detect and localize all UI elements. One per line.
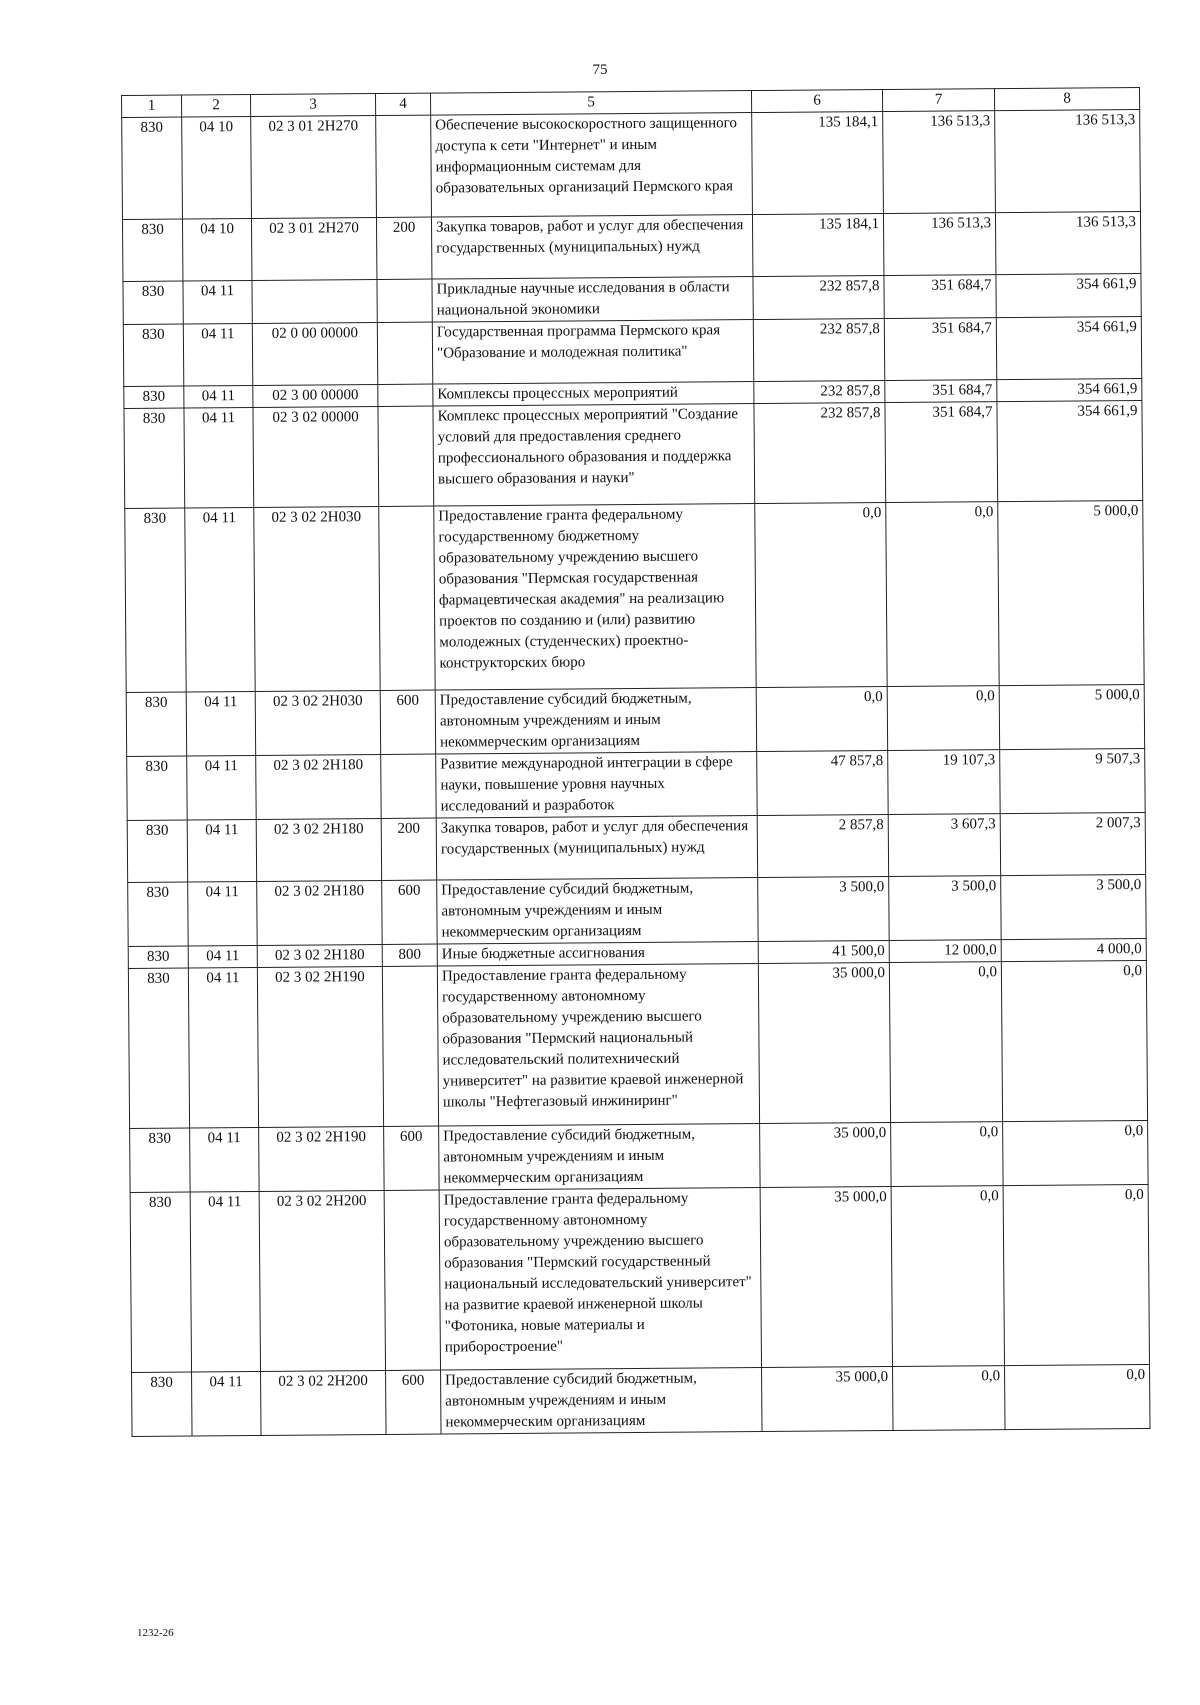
amount-col7-cell: 3 607,3	[888, 814, 1000, 877]
page-number: 75	[592, 62, 608, 78]
target-article-cell: 02 0 00 00000	[252, 322, 377, 385]
amount-col8-cell: 5 000,0	[999, 684, 1144, 749]
section-code-cell: 04 11	[188, 945, 257, 968]
description-cell: Предоставление субсидий бюджетным, автономным учреждениям и иным некоммерческим организациям	[439, 1124, 760, 1191]
amount-col7-cell: 351 684,7	[885, 380, 997, 403]
amount-col7-cell: 351 684,7	[884, 275, 996, 319]
amount-col8-cell: 136 513,3	[995, 211, 1140, 274]
target-article-cell: 02 3 00 00000	[253, 384, 378, 407]
section-code-cell: 04 11	[183, 280, 252, 324]
description-cell: Закупка товаров, работ и услуг для обеспечения государственных (муниципальных) нужд	[436, 816, 757, 881]
column-header: 5	[430, 91, 751, 116]
amount-col6-cell: 232 857,8	[753, 319, 884, 382]
amount-col7-cell: 0,0	[889, 962, 1002, 1123]
department-code-cell: 830	[127, 820, 187, 882]
amount-col7-cell: 136 513,3	[883, 213, 995, 276]
section-code-cell: 04 11	[188, 967, 258, 1128]
target-article-cell: 02 3 01 2Н270	[251, 116, 377, 219]
section-code-cell: 04 11	[183, 323, 252, 386]
section-code-cell: 04 11	[184, 407, 254, 508]
amount-col7-cell: 3 500,0	[889, 876, 1001, 941]
amount-col8-cell: 0,0	[1003, 1120, 1148, 1185]
description-cell: Предоставление гранта федеральному государственному автономному образовательному учреждению высшего образования "Пермский государственный национальный исследовательский университет" на развитие краевой инженерной школы "Фотоника, новые материалы и приборостроение"	[439, 1188, 761, 1371]
section-code-cell: 04 11	[187, 819, 256, 882]
target-article-cell: 02 3 02 00000	[253, 406, 379, 507]
amount-col6-cell: 35 000,0	[758, 962, 890, 1123]
target-article-cell: 02 3 02 2Н200	[261, 1370, 386, 1435]
table-row	[130, 1120, 1148, 1192]
amount-col7-cell: 0,0	[886, 502, 999, 687]
expense-type-cell	[377, 322, 432, 384]
description-cell: Обеспечение высокоскоростного защищенного доступа к сети "Интернет" и иным информационным системам для образовательных организаций Пермского края	[431, 113, 753, 218]
expense-type-cell	[377, 279, 432, 322]
department-code-cell: 830	[128, 968, 189, 1128]
table-row	[130, 1184, 1149, 1372]
amount-col8-cell: 0,0	[1001, 960, 1147, 1121]
document-code: 1232-26	[137, 1627, 174, 1639]
department-code-cell: 830	[124, 408, 185, 508]
amount-col7-cell: 0,0	[891, 1186, 1004, 1367]
amount-col8-cell: 354 661,9	[997, 378, 1142, 401]
table-row	[128, 874, 1146, 946]
target-article-cell: 02 3 02 2Н030	[254, 506, 380, 691]
section-code-cell: 04 11	[186, 691, 256, 756]
section-code-cell: 04 10	[182, 116, 252, 219]
amount-col6-cell: 41 500,0	[758, 940, 889, 963]
budget-table	[121, 87, 1151, 1437]
description-cell: Предоставление субсидий бюджетным, автономным учреждениям и иным некоммерческим организациям	[435, 688, 756, 755]
amount-col6-cell: 47 857,8	[757, 750, 888, 815]
amount-col8-cell: 136 513,3	[995, 110, 1141, 213]
amount-col7-cell: 19 107,3	[888, 750, 1000, 815]
target-article-cell	[252, 279, 377, 323]
amount-col6-cell: 35 000,0	[760, 1186, 892, 1367]
expense-type-cell: 600	[386, 1370, 442, 1434]
department-code-cell: 830	[123, 324, 183, 386]
amount-col8-cell: 354 661,9	[996, 316, 1141, 379]
section-code-cell: 04 10	[182, 218, 251, 281]
department-code-cell: 830	[122, 219, 182, 281]
amount-col6-cell: 0,0	[756, 687, 887, 752]
department-code-cell: 830	[132, 1372, 193, 1436]
amount-col8-cell: 9 507,3	[1000, 748, 1145, 813]
department-code-cell: 830	[123, 281, 183, 324]
amount-col6-cell: 2 857,8	[757, 814, 888, 877]
expense-type-cell: 600	[382, 880, 438, 944]
amount-col8-cell: 2 007,3	[1000, 812, 1145, 875]
expense-type-cell	[376, 115, 432, 217]
table-row	[126, 684, 1144, 756]
expense-type-cell	[379, 506, 435, 690]
target-article-cell: 02 3 02 2Н180	[256, 754, 381, 819]
expense-type-cell	[378, 406, 434, 506]
department-code-cell: 830	[124, 386, 184, 408]
expense-type-cell	[381, 754, 437, 818]
description-cell: Прикладные научные исследования в области национальной экономики	[432, 277, 753, 323]
description-cell: Предоставление гранта федеральному государственному автономному образовательному учреждению высшего образования "Пермский национальный исследовательский политехнический университет" на развитие краевой инженерной школы "Нефтегазовый инжиниринг"	[437, 964, 759, 1127]
target-article-cell: 02 3 02 2Н190	[257, 966, 383, 1127]
expense-type-cell	[384, 1190, 440, 1370]
table-row	[122, 211, 1140, 281]
amount-col6-cell: 0,0	[755, 503, 887, 688]
expense-type-cell: 600	[380, 690, 436, 754]
amount-col7-cell: 351 684,7	[885, 402, 998, 503]
table-row	[122, 110, 1141, 220]
expense-type-cell: 600	[384, 1126, 440, 1190]
table-row	[128, 960, 1147, 1128]
amount-col8-cell: 354 661,9	[996, 273, 1141, 317]
amount-col8-cell: 0,0	[1005, 1364, 1150, 1429]
department-code-cell: 830	[130, 1192, 191, 1372]
column-header: 6	[751, 90, 882, 113]
department-code-cell: 830	[128, 882, 189, 946]
amount-col7-cell: 0,0	[891, 1122, 1003, 1187]
section-code-cell: 04 11	[184, 385, 253, 408]
section-code-cell: 04 11	[190, 1127, 260, 1192]
table-row	[127, 748, 1145, 820]
expense-type-cell: 200	[376, 217, 431, 279]
expense-type-cell: 200	[381, 818, 436, 880]
target-article-cell: 02 3 02 2Н200	[259, 1190, 385, 1371]
column-header: 8	[994, 88, 1139, 111]
amount-col7-cell: 0,0	[893, 1366, 1005, 1431]
table-row	[132, 1364, 1150, 1436]
target-article-cell: 02 3 02 2Н180	[257, 944, 382, 967]
description-cell: Предоставление субсидий бюджетным, автономным учреждениям и иным некоммерческим организациям	[441, 1368, 762, 1435]
target-article-cell: 02 3 02 2Н180	[256, 818, 381, 881]
description-cell: Предоставление гранта федеральному государственному бюджетному образовательному учреждению высшего образования "Пермская государственная фармацевтическая академия" на реализацию проектов по созданию и (или) развитию молодежных (студенческих) проектно-конструкторских бюро	[434, 504, 756, 691]
section-code-cell: 04 11	[192, 1371, 262, 1436]
amount-col6-cell: 35 000,0	[762, 1366, 893, 1431]
target-article-cell: 02 3 01 2Н270	[251, 217, 376, 280]
amount-col6-cell: 3 500,0	[758, 876, 889, 941]
department-code-cell: 830	[122, 117, 183, 219]
amount-col8-cell: 4 000,0	[1001, 938, 1146, 961]
amount-col6-cell: 135 184,1	[752, 112, 884, 215]
department-code-cell: 830	[125, 508, 186, 692]
target-article-cell: 02 3 02 2Н180	[257, 880, 382, 945]
section-code-cell: 04 11	[188, 881, 258, 946]
expense-type-cell	[378, 384, 433, 406]
description-cell: Иные бюджетные ассигнования	[437, 942, 758, 967]
description-cell: Предоставление субсидий бюджетным, автономным учреждениям и иным некоммерческим организациям	[437, 878, 758, 945]
amount-col8-cell: 354 661,9	[997, 400, 1143, 501]
amount-col8-cell: 5 000,0	[998, 500, 1144, 685]
department-code-cell: 830	[128, 946, 188, 968]
department-code-cell: 830	[130, 1128, 191, 1192]
amount-col7-cell: 0,0	[887, 686, 999, 751]
expense-type-cell	[382, 966, 438, 1126]
target-article-cell: 02 3 02 2Н030	[255, 690, 380, 755]
table-row	[123, 316, 1141, 386]
amount-col6-cell: 135 184,1	[752, 214, 883, 277]
section-code-cell: 04 11	[187, 755, 257, 820]
amount-col7-cell: 12 000,0	[889, 940, 1001, 963]
description-cell: Закупка товаров, работ и услуг для обеспечения государственных (муниципальных) нужд	[431, 215, 752, 280]
column-header: 7	[882, 89, 994, 112]
description-cell: Комплексы процессных мероприятий	[433, 382, 754, 407]
amount-col8-cell: 3 500,0	[1001, 874, 1146, 939]
table-row	[124, 400, 1143, 508]
description-cell: Государственная программа Пермского края "Образование и молодежная политика"	[432, 320, 753, 385]
target-article-cell: 02 3 02 2Н190	[259, 1126, 384, 1191]
column-header: 4	[375, 93, 430, 115]
amount-col7-cell: 136 513,3	[883, 111, 996, 214]
table-body	[122, 110, 1150, 1437]
column-header: 2	[182, 94, 251, 117]
column-header: 3	[250, 94, 375, 117]
amount-col6-cell: 232 857,8	[754, 381, 885, 404]
amount-col8-cell: 0,0	[1003, 1184, 1149, 1365]
column-header: 1	[122, 95, 182, 117]
section-code-cell: 04 11	[185, 507, 255, 692]
department-code-cell: 830	[126, 692, 187, 756]
amount-col7-cell: 351 684,7	[884, 318, 996, 381]
description-cell: Развитие международной интеграции в сфере науки, повышение уровня научных исследований и разработок	[436, 752, 757, 819]
department-code-cell: 830	[127, 756, 188, 820]
amount-col6-cell: 232 857,8	[754, 403, 886, 504]
expense-type-cell: 800	[382, 944, 437, 966]
amount-col6-cell: 35 000,0	[760, 1122, 891, 1187]
description-cell: Комплекс процессных мероприятий "Создание условий для предоставления среднего профессионального образования и поддержка высшего образования и науки"	[433, 404, 755, 507]
table-row	[125, 500, 1144, 692]
amount-col6-cell: 232 857,8	[753, 276, 884, 320]
section-code-cell: 04 11	[190, 1191, 260, 1372]
table-row	[127, 812, 1145, 882]
